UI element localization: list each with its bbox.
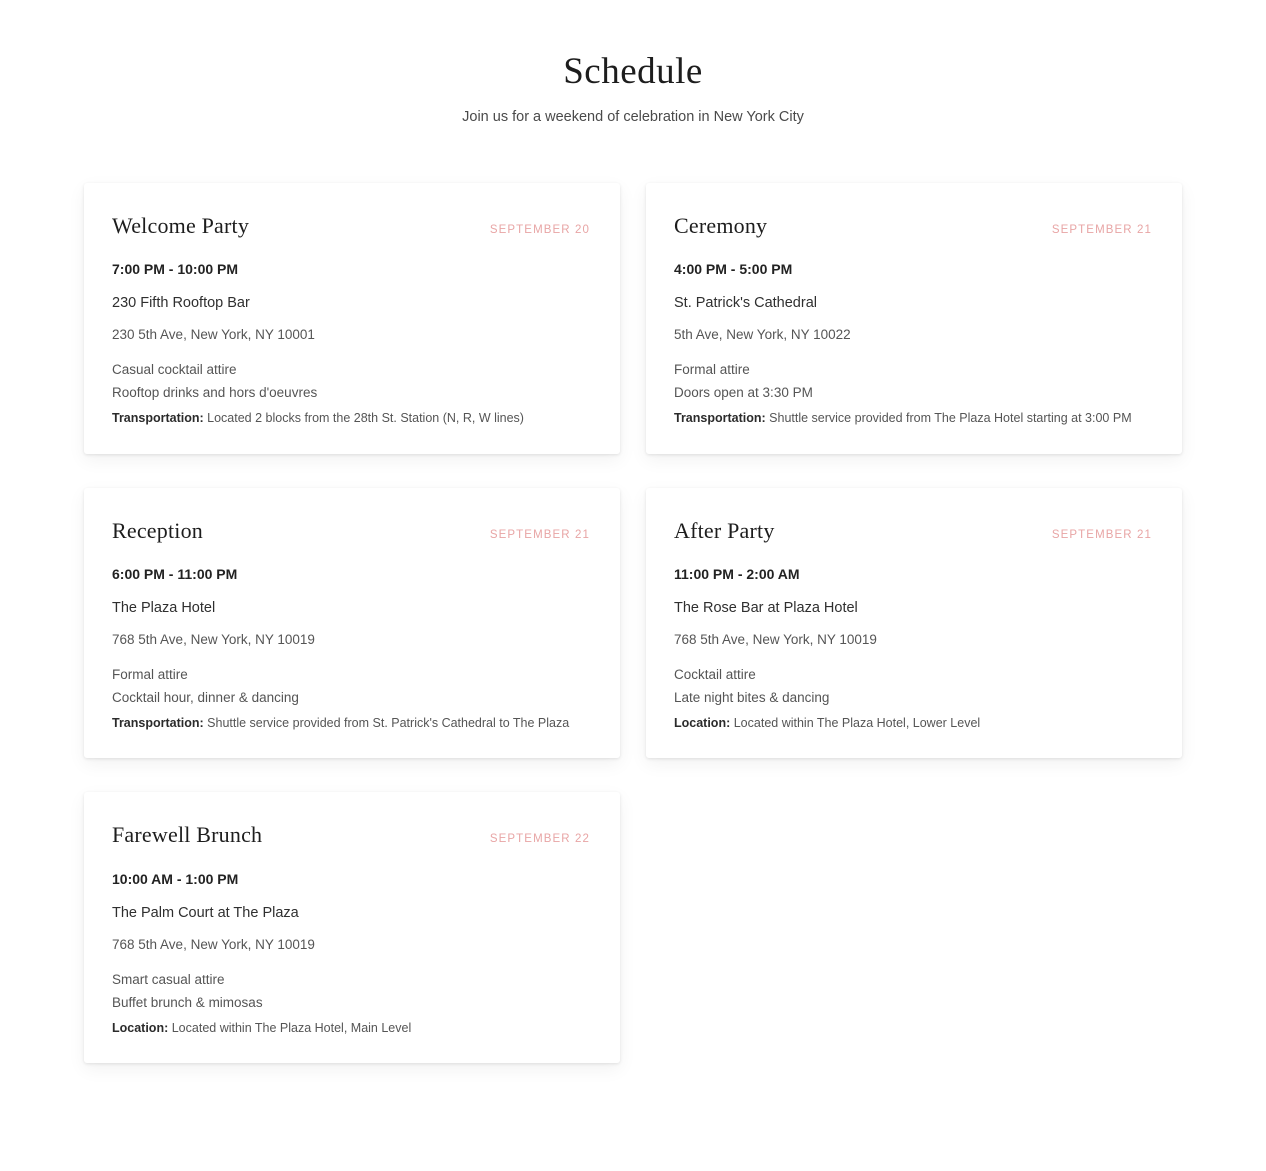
event-note — [112, 410, 590, 428]
event-attire: Smart casual attire — [112, 971, 225, 987]
event-card-header — [112, 518, 590, 544]
schedule-cards-grid — [84, 183, 1182, 1064]
event-date: SEPTEMBER 21 — [1051, 528, 1152, 541]
event-attire: Cocktail attire — [674, 666, 756, 682]
event-detail: Doors open at 3:30 PM — [674, 385, 813, 401]
event-note-label: Location: — [674, 715, 731, 730]
event-card-reception — [84, 488, 620, 759]
event-time: 7:00 PM - 10:00 PM — [112, 261, 239, 278]
event-time: 4:00 PM - 5:00 PM — [674, 261, 793, 278]
event-card-header — [112, 822, 590, 848]
event-note — [674, 410, 1152, 428]
event-venue: The Rose Bar at Plaza Hotel — [674, 599, 858, 616]
event-address: 230 5th Ave, New York, NY 10001 — [112, 327, 315, 343]
event-note-label: Transportation: — [674, 411, 766, 426]
event-address: 768 5th Ave, New York, NY 10019 — [112, 631, 315, 647]
event-address: 768 5th Ave, New York, NY 10019 — [112, 936, 315, 952]
event-time: 11:00 PM - 2:00 AM — [674, 565, 800, 582]
event-note-text: Shuttle service provided from The Plaza Hotel starting at 3:00 PM — [769, 411, 1132, 426]
page-title: Schedule — [563, 51, 703, 92]
event-attire: Formal attire — [674, 362, 750, 378]
event-date: SEPTEMBER 22 — [489, 833, 590, 846]
event-note-text: Located 2 blocks from the 28th St. Station (N, R, W lines) — [207, 411, 524, 426]
event-detail: Buffet brunch & mimosas — [112, 994, 263, 1010]
event-note — [112, 715, 590, 733]
event-card-after-party — [646, 488, 1182, 759]
event-card-header — [674, 518, 1152, 544]
event-note-label: Transportation: — [112, 411, 204, 426]
event-note — [674, 715, 1152, 733]
event-note-text: Shuttle service provided from St. Patrick's Cathedral to The Plaza — [207, 715, 570, 730]
event-card-welcome-party — [84, 183, 620, 454]
event-detail: Late night bites & dancing — [674, 689, 830, 705]
event-detail: Rooftop drinks and hors d'oeuvres — [112, 385, 318, 401]
event-date: SEPTEMBER 20 — [489, 223, 590, 236]
page-subtitle: Join us for a weekend of celebration in New York City — [462, 108, 804, 125]
page-header — [84, 52, 1182, 125]
event-card-header — [112, 213, 590, 239]
event-date: SEPTEMBER 21 — [489, 528, 590, 541]
event-attire: Casual cocktail attire — [112, 362, 237, 378]
event-venue: St. Patrick's Cathedral — [674, 295, 817, 312]
event-time: 10:00 AM - 1:00 PM — [112, 870, 239, 887]
event-note — [112, 1020, 590, 1038]
event-time: 6:00 PM - 11:00 PM — [112, 565, 238, 582]
event-name: After Party — [674, 517, 775, 543]
event-name: Welcome Party — [112, 212, 250, 238]
event-name: Reception — [112, 517, 203, 543]
event-detail: Cocktail hour, dinner & dancing — [112, 689, 299, 705]
event-address: 768 5th Ave, New York, NY 10019 — [674, 631, 877, 647]
event-attire: Formal attire — [112, 666, 188, 682]
event-address: 5th Ave, New York, NY 10022 — [674, 327, 851, 343]
event-note-text: Located within The Plaza Hotel, Lower Level — [733, 715, 981, 730]
event-venue: 230 Fifth Rooftop Bar — [112, 295, 250, 312]
event-name: Farewell Brunch — [112, 822, 263, 848]
event-note-text: Located within The Plaza Hotel, Main Level — [171, 1020, 412, 1035]
event-note-label: Location: — [112, 1020, 169, 1035]
event-card-header — [674, 213, 1152, 239]
event-card-ceremony — [646, 183, 1182, 454]
event-venue: The Palm Court at The Plaza — [112, 904, 299, 921]
event-name: Ceremony — [674, 212, 768, 238]
event-note-label: Transportation: — [112, 715, 204, 730]
event-venue: The Plaza Hotel — [112, 599, 216, 616]
event-date: SEPTEMBER 21 — [1051, 223, 1152, 236]
event-card-farewell-brunch — [84, 792, 620, 1063]
